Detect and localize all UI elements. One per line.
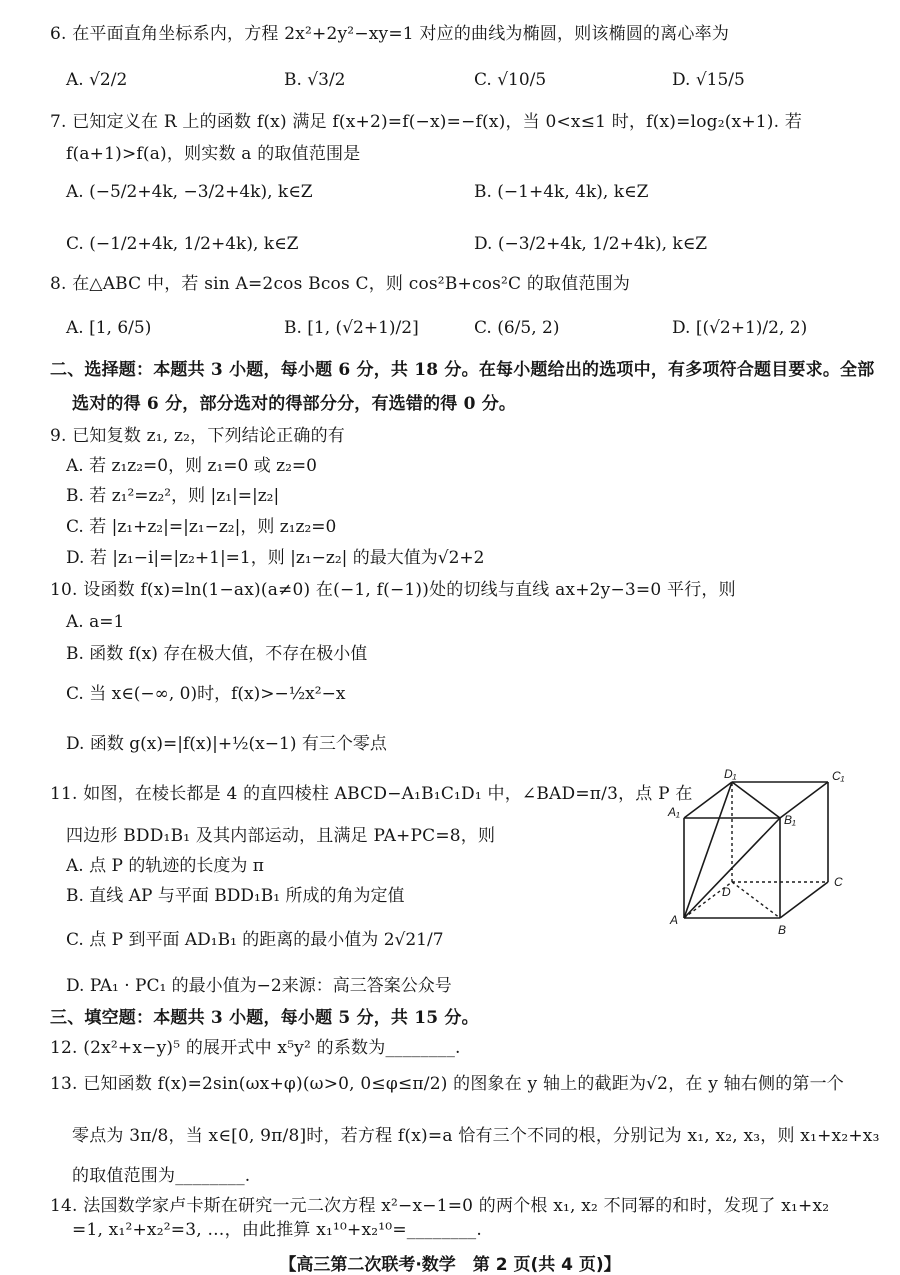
q11-option-d: D. PA₁ · PC₁ 的最小值为−2来源：高三答案公众号: [66, 976, 452, 996]
q10-option-b: B. 函数 f(x) 存在极大值，不存在极小值: [66, 644, 368, 664]
q11-option-b: B. 直线 AP 与平面 BDD₁B₁ 所成的角为定值: [66, 886, 405, 906]
q8-option-b: B. [1, (√2+1)/2]: [284, 318, 419, 338]
label-a1: A₁: [668, 805, 680, 819]
q14-stem-line2: =1, x₁²+x₂²=3, …，由此推算 x₁¹⁰+x₂¹⁰=________.: [72, 1220, 482, 1240]
q6-option-b: B. √3/2: [284, 70, 346, 90]
q7-stem-line1: 7. 已知定义在 R 上的函数 f(x) 满足 f(x+2)=f(−x)=−f(x)，当 0<x≤1 时，f(x)=log₂(x+1). 若: [50, 112, 803, 132]
q9-stem: 9. 已知复数 z₁, z₂，下列结论正确的有: [50, 426, 345, 446]
q9-option-d: D. 若 |z₁−i|=|z₂+1|=1，则 |z₁−z₂| 的最大值为√2+2: [66, 548, 485, 568]
q6-option-d: D. √15/5: [672, 70, 745, 90]
q7-option-a: A. (−5/2+4k, −3/2+4k), k∈Z: [66, 182, 313, 202]
label-d: D: [722, 885, 731, 899]
section2-heading-line1: 二、选择题：本题共 3 小题，每小题 6 分，共 18 分。在每小题给出的选项中，有多项符合题目要求。全部: [50, 360, 875, 380]
q10-stem: 10. 设函数 f(x)=ln(1−ax)(a≠0) 在(−1, f(−1))处的切线与直线 ax+2y−3=0 平行，则: [50, 580, 736, 600]
q8-option-c: C. (6/5, 2): [474, 318, 560, 338]
q7-option-c: C. (−1/2+4k, 1/2+4k), k∈Z: [66, 234, 299, 254]
q11-stem-line2: 四边形 BDD₁B₁ 及其内部运动，且满足 PA+PC=8，则: [66, 826, 496, 846]
label-d1: D₁: [724, 767, 737, 781]
q13-stem-line2: 零点为 3π/8，当 x∈[0, 9π/8]时，若方程 f(x)=a 恰有三个不同的根，分别记为 x₁, x₂, x₃，则 x₁+x₂+x₃: [72, 1126, 880, 1146]
section3-heading: 三、填空题：本题共 3 小题，每小题 5 分，共 15 分。: [50, 1008, 479, 1028]
q12-stem: 12. (2x²+x−y)⁵ 的展开式中 x⁵y² 的系数为________.: [50, 1038, 461, 1058]
page-footer: 【高三第二次联考·数学 第 2 页(共 4 页)】: [279, 1255, 621, 1275]
section2-heading-line2: 选对的得 6 分，部分选对的得部分分，有选错的得 0 分。: [72, 394, 517, 414]
prism-figure: [662, 766, 862, 941]
q6-option-c: C. √10/5: [474, 70, 547, 90]
q7-option-b: B. (−1+4k, 4k), k∈Z: [474, 182, 649, 202]
q11-option-c: C. 点 P 到平面 AD₁B₁ 的距离的最小值为 2√21/7: [66, 930, 444, 950]
q13-stem-line3: 的取值范围为________.: [72, 1166, 251, 1186]
q9-option-b: B. 若 z₁²=z₂²，则 |z₁|=|z₂|: [66, 486, 280, 506]
hidden-edge-d-b: [732, 882, 780, 918]
q6-stem: 6. 在平面直角坐标系内，方程 2x²+2y²−xy=1 对应的曲线为椭圆，则该椭圆的离心率为: [50, 24, 730, 44]
label-b1: B₁: [784, 813, 796, 827]
q14-stem-line1: 14. 法国数学家卢卡斯在研究一元二次方程 x²−x−1=0 的两个根 x₁, x₂ 不同幂的和时，发现了 x₁+x₂: [50, 1196, 830, 1216]
q10-option-a: A. a=1: [66, 612, 125, 632]
q8-stem: 8. 在△ABC 中，若 sin A=2cos Bcos C，则 cos²B+cos²C 的取值范围为: [50, 274, 631, 294]
q9-option-c: C. 若 |z₁+z₂|=|z₁−z₂|，则 z₁z₂=0: [66, 517, 337, 537]
q7-option-d: D. (−3/2+4k, 1/2+4k), k∈Z: [474, 234, 708, 254]
q7-stem-line2: f(a+1)>f(a)，则实数 a 的取值范围是: [66, 144, 361, 164]
edge-b-c: [780, 882, 828, 918]
label-c: C: [834, 875, 843, 889]
edge-d1-b1: [732, 782, 780, 818]
q11-option-a: A. 点 P 的轨迹的长度为 π: [66, 856, 264, 876]
label-c1: C₁: [832, 769, 845, 783]
label-a: A: [670, 913, 679, 927]
q8-option-d: D. [(√2+1)/2, 2): [672, 318, 808, 338]
q11-stem-line1: 11. 如图，在棱长都是 4 的直四棱柱 ABCD−A₁B₁C₁D₁ 中，∠BAD=π/3，点 P 在: [50, 784, 693, 804]
q8-option-a: A. [1, 6/5): [66, 318, 152, 338]
q10-option-c: C. 当 x∈(−∞, 0)时，f(x)>−½x²−x: [66, 684, 346, 704]
q13-stem-line1: 13. 已知函数 f(x)=2sin(ωx+φ)(ω>0, 0≤φ≤π/2) 的图象在 y 轴上的截距为√2，在 y 轴右侧的第一个: [50, 1074, 845, 1094]
q9-option-a: A. 若 z₁z₂=0，则 z₁=0 或 z₂=0: [66, 456, 317, 476]
q10-option-d: D. 函数 g(x)=|f(x)|+½(x−1) 有三个零点: [66, 734, 387, 754]
q6-option-a: A. √2/2: [66, 70, 128, 90]
label-b: B: [778, 923, 787, 937]
